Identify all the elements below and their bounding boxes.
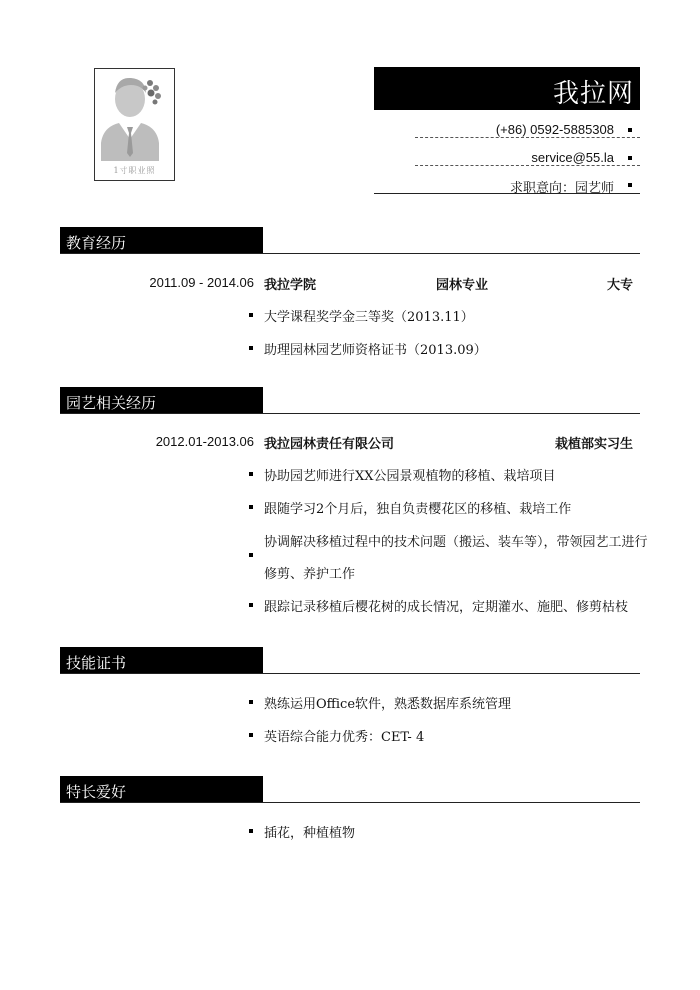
degree: 大专 [607,278,634,293]
profile-photo-placeholder [94,68,175,181]
job-role: 栽植部实习生 [555,437,634,452]
email-row [374,146,640,170]
phone-row [374,118,640,142]
header-divider [374,193,640,194]
bullet-square-icon [249,829,253,833]
list-item: 跟随学习2个月后，独自负责樱花区的移植、栽培工作 [264,502,572,517]
school-name: 我拉学院 [264,278,317,293]
avatar-silhouette-icon [95,69,174,180]
bullet-square-icon [628,183,632,187]
experience-date: 2012.01-2013.06 [155,434,254,449]
section-header-hobbies [60,776,263,803]
job-objective: 求职意向：园艺师 [509,181,614,196]
section-rule [60,253,640,254]
list-item: 熟练运用Office软件，熟悉数据库系统管理 [264,697,512,712]
list-item: 协调解决移植过程中的技术问题（搬运、装车等），带领园艺工进行 [264,535,648,550]
bullet-square-icon [628,128,632,132]
section-header-education [60,227,263,254]
bullet-square-icon [628,156,632,160]
bullet-square-icon [249,505,253,509]
list-item: 插花，种植植物 [264,826,356,841]
section-title: 技能证书 [66,654,127,672]
photo-caption: 1寸职业照 [113,166,156,175]
list-item: 助理园林园艺师资格证书（2013.09） [264,343,487,358]
email-address: service@55.la [531,150,614,165]
bullet-square-icon [249,603,253,607]
section-title: 特长爱好 [66,783,127,801]
list-item: 协助园艺师进行XX公园景观植物的移植、栽培项目 [264,469,556,484]
dashed-divider [415,137,640,138]
section-rule [60,802,640,803]
section-header-skills [60,647,263,674]
bullet-square-icon [249,472,253,476]
dashed-divider [415,165,640,166]
section-rule [60,413,640,414]
bullet-square-icon [249,700,253,704]
bullet-square-icon [249,553,253,557]
candidate-name: 我拉网 [552,79,634,109]
section-rule [60,673,640,674]
bullet-square-icon [249,346,253,350]
name-banner [374,67,640,110]
section-header-experience [60,387,263,414]
section-title: 园艺相关经历 [66,394,157,412]
list-item: 大学课程奖学金三等奖（2013.11） [264,310,474,325]
phone-number: (+86) 0592-5885308 [495,122,614,137]
list-item: 英语综合能力优秀：CET- 4 [264,730,425,745]
major: 园林专业 [436,278,489,293]
list-item-continuation: 修剪、养护工作 [264,567,356,582]
bullet-square-icon [249,733,253,737]
list-item: 跟踪记录移植后樱花树的成长情况，定期灌水、施肥、修剪枯枝 [264,600,629,615]
company-name: 我拉园林责任有限公司 [264,437,395,452]
bullet-square-icon [249,313,253,317]
section-title: 教育经历 [66,234,127,252]
education-date: 2011.09 - 2014.06 [149,275,254,290]
